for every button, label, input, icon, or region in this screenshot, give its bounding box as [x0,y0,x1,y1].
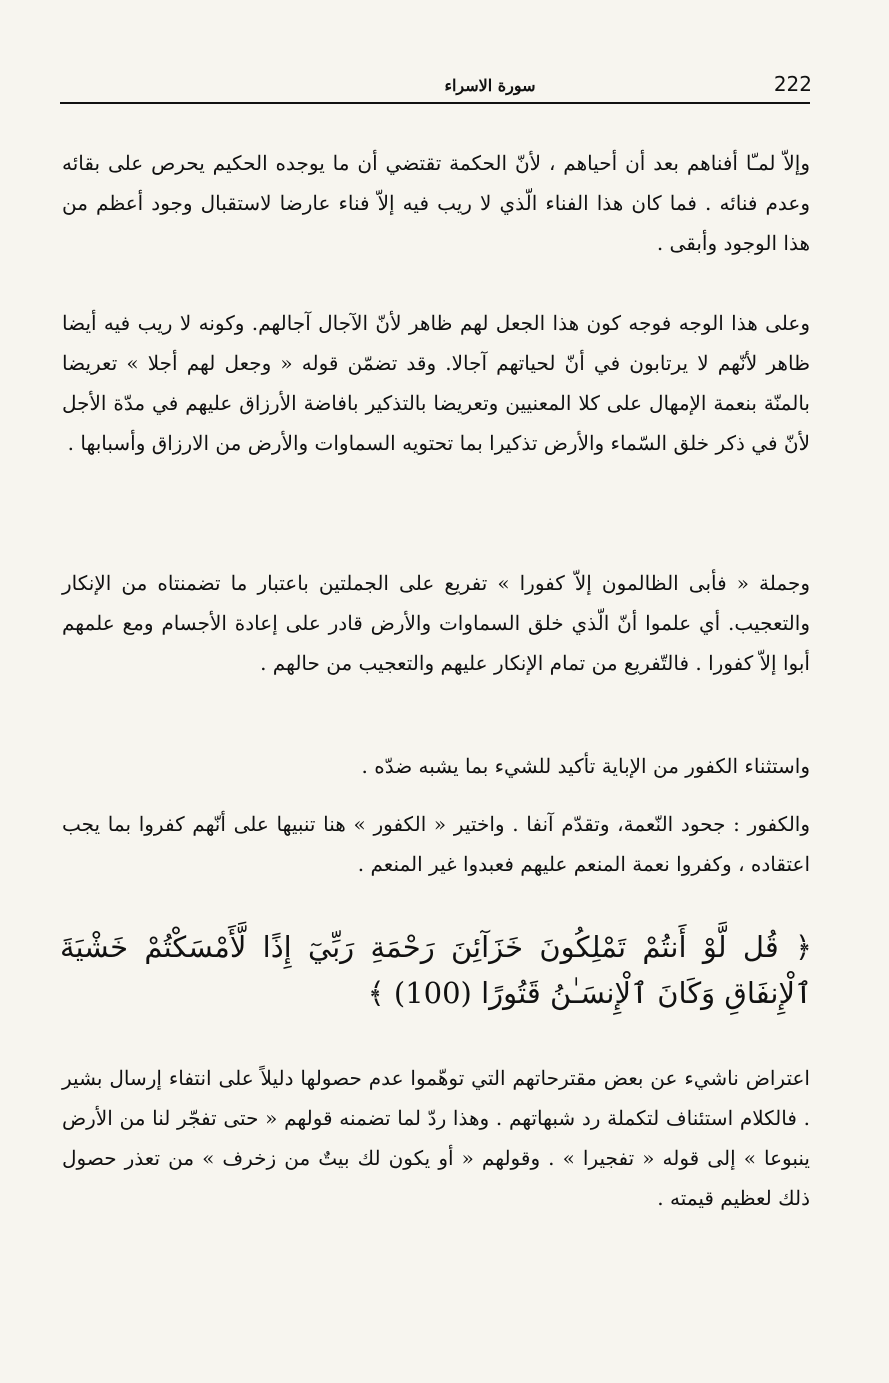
page-header [60,68,810,102]
verse-commentary: اعتراض ناشيء عن بعض مقترحاتهم التي توهّموا عدم حصولها دليلاً على انتفاء إرسال بشير . فالكلام استئناف لتكملة رد شبهاتهم . وهذا ردّ لما تضمنه قولهم « حتى تفجّر لنا من الأرض ينبوعا » إلى قوله « تفجيرا » . وقولهم « أو يكون لك بيتٌ من زخرف » من تعذر حصول ذلك لعظيم قيمته . [62,1066,810,1210]
paragraph-3: وجملة « فأبى الظالمون إلاّ كفورا » تفريع على الجملتين باعتبار ما تضمنتاه من الإنكار والتعجيب. أي علموا أنّ الّذي خلق السماوات والأرض قادر على إعادة الأجسام ومع علمهم أبوا إلاّ كفورا . فالتّفريع من تمام الإنكار عليهم والتعجيب من حالهم . [62,571,810,675]
paragraph-2: وعلى هذا الوجه فوجه كون هذا الجعل لهم ظاهر لأنّ الآجال آجالهم. وكونه لا ريب فيه أيضا ظاهر لأنّهم لا يرتابون في أنّ لحياتهم آجالا. وقد تضمّن قوله « وجعل لهم أجلا » تعريضا بالمنّة بنعمة الإمهال على كلا المعنيين وتعريضا بالتذكير بافاضة الأرزاق عليهم في مدّة الأجل لأنّ في ذكر خلق السّماء والأرض تذكيرا بما تحتويه السماوات والأرض من الارزاق وأسبابها . [62,311,810,455]
header-divider [60,102,810,104]
paragraph-5: والكفور : جحود النّعمة، وتقدّم آنفا . واختير « الكفور » هنا تنبيها على أنّهم كفروا بما يجب اعتقاده ، وكفروا نعمة المنعم عليهم فعبدوا غير المنعم . [62,812,810,876]
page-number: 222 [773,72,812,96]
running-title: سورة الاسراء [444,76,536,95]
quran-verse: ﴿ قُل لَّوْ أَنتُمْ تَمْلِكُونَ خَزَآئِنَ رَحْمَةِ رَبِّيٓ إِذًا لَّأَمْسَكْتُمْ خَشْيَةَ ٱلْإِنفَاقِ وَكَانَ ٱلْإِنسَـٰنُ قَتُورًا (100) ﴾ [60,930,812,1010]
paragraph-1: وإلاّ لمـّا أفناهم بعد أن أحياهم ، لأنّ الحكمة تقتضي أن ما يوجده الحكيم يحرص على بقائه وعدم فنائه . فما كان هذا الفناء الّذي لا ريب فيه إلاّ فناء عارضا لاستقبال وجود أعظم من هذا الوجود وأبقى . [62,151,810,255]
paragraph-4: واستثناء الكفور من الإباية تأكيد للشيء بما يشبه ضدّه . [361,754,810,778]
